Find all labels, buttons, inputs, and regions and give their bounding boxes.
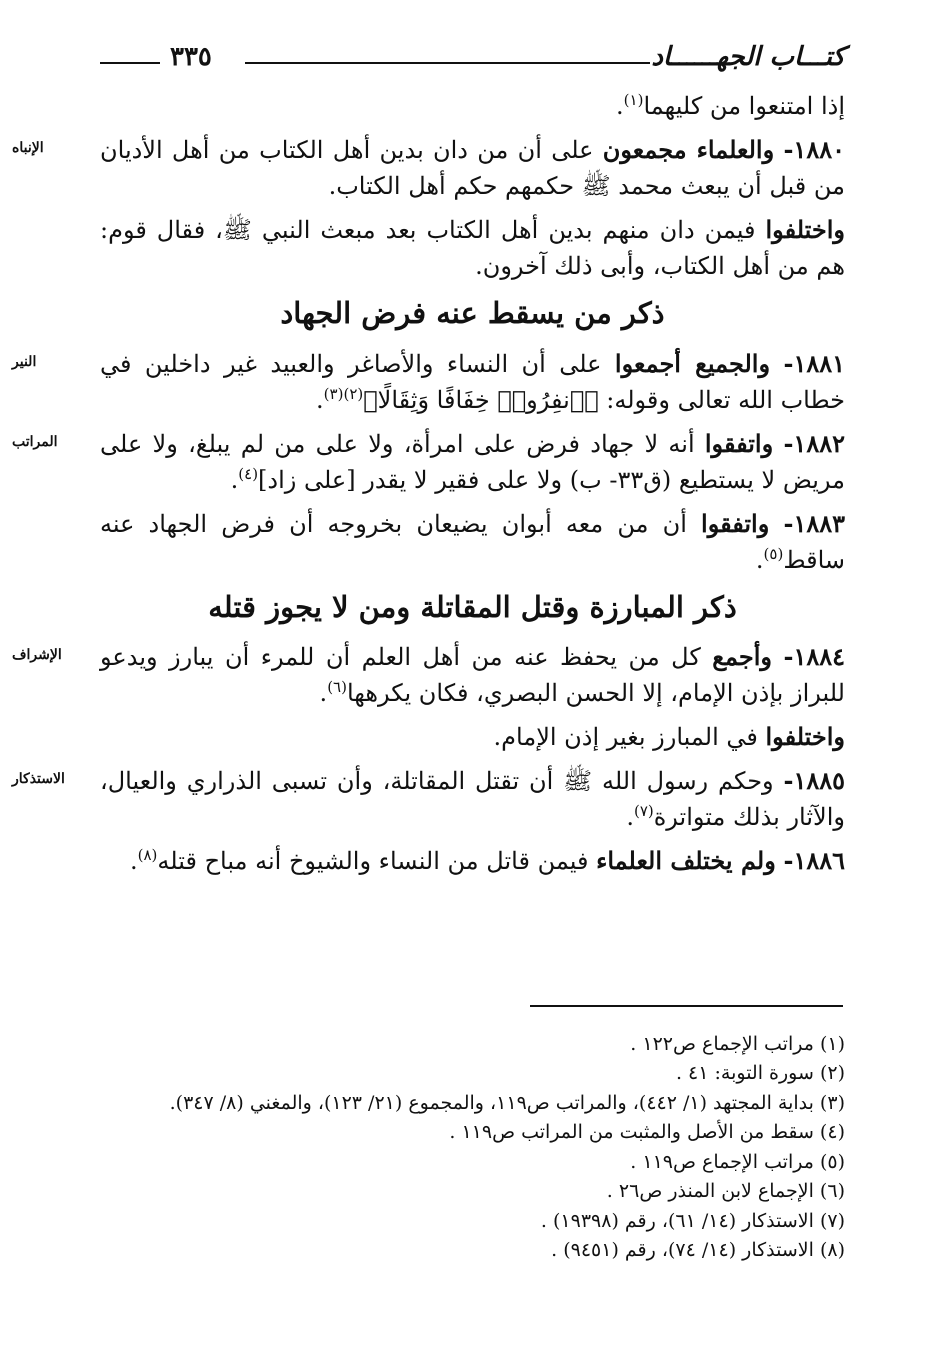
page-number: ٣٣٥ <box>170 42 212 72</box>
paragraph-lead: والجميع أجمعوا <box>614 348 771 378</box>
footnote-item: (١) مراتب الإجماع ص١٢٢ . <box>630 1033 845 1055</box>
paragraph-lead: والعلماء مجمعون <box>602 135 775 164</box>
section-heading-2: ذكر المبارزة وقتل المقاتلة ومن لا يجوز قتله <box>208 589 737 624</box>
paragraph-lead: واتفقوا <box>704 428 774 458</box>
paragraph-text: على أن من دان بدين أهل الكتاب من أهل الأديان من قبل أن يبعث محمد ﷺ حكمهم حكم أهل الكتاب. <box>100 136 845 200</box>
paragraph-1885 <box>12 763 845 835</box>
paragraph-tail: . <box>319 679 328 707</box>
paragraph-number: ١٨٨٠- <box>783 135 845 164</box>
paragraph-tail: . <box>616 92 624 120</box>
paragraph-lead: واختلفوا <box>765 722 845 751</box>
header-rule-middle <box>245 62 650 64</box>
footnote-item: (٦) الإجماع لابن المنذر ص٢٦ . <box>606 1180 845 1203</box>
paragraph-number: ١٨٨١- <box>783 348 845 378</box>
margin-source-note: الإنباه <box>12 140 44 156</box>
paragraph-continuation <box>100 88 845 124</box>
footnote-separator <box>530 1005 843 1007</box>
paragraph-tail: . <box>626 803 634 831</box>
paragraph-1880-continued <box>100 212 845 284</box>
paragraph-tail: . <box>755 545 764 574</box>
footnote-item: (٨) الاستذكار (١٤/ ٧٤)، رقم (٩٤٥١) . <box>551 1239 845 1262</box>
footnote-item: (٥) مراتب الإجماع ص١١٩ . <box>630 1150 845 1173</box>
footnote-ref: (٥) <box>763 544 784 563</box>
footnote-item: (٢) سورة التوبة: ٤١ . <box>675 1062 845 1085</box>
paragraph-text: أن من معه أبوان يضيعان بخروجه أن فرض الجهاد عنه ساقط <box>100 509 845 574</box>
paragraph-text: في المبارز بغير إذن الإمام. <box>493 723 758 751</box>
paragraph-lead: واختلفوا <box>765 215 845 244</box>
margin-source-note: المراتب <box>12 433 58 450</box>
footnote-ref: (٧) <box>633 802 654 820</box>
paragraph-1883 <box>100 506 845 578</box>
paragraph-text: أنه لا جهاد فرض على امرأة، ولا على من لم يبلغ، ولا على مريض لا يستطيع (ق٣٣- ب) ولا على فقير لا يقدر [على زاد] <box>100 429 845 494</box>
paragraph-number: ١٨٨٥- <box>783 766 845 795</box>
paragraph-1884 <box>12 639 846 711</box>
margin-source-note: الاستذكار <box>12 771 65 787</box>
paragraph-lead: ولم يختلف العلماء <box>596 846 776 875</box>
paragraph-number: ١٨٨٣- <box>783 508 845 538</box>
footnote-ref: (١) <box>623 91 644 109</box>
paragraph-tail: . <box>129 847 138 875</box>
margin-source-note: النير <box>12 353 37 370</box>
paragraph-text: على أن النساء والأصاغر والعبيد غير داخلين في خطاب الله تعالى وقوله: ﴿ٱنفِرُوا۟ خِفَافًا وَثِقَالًا﴾ <box>100 349 845 414</box>
footnote-ref: (٢)(٣) <box>323 384 364 403</box>
paragraph-1886 <box>100 843 845 879</box>
paragraph-text: فيمن قاتل من النساء والشيوخ أنه مباح قتله <box>157 847 589 875</box>
paragraph-1882 <box>12 426 845 498</box>
paragraph-text: وحكم رسول الله ﷺ أن تقتل المقاتلة، وأن تسبى الذراري والعيال، والآثار بذلك متواترة <box>100 767 845 831</box>
page-header <box>100 40 845 80</box>
page-body <box>12 88 846 887</box>
paragraph-lead: واتفقوا <box>701 508 770 538</box>
footnote-ref: (٤) <box>238 464 259 483</box>
section-heading-1: ذكر من يسقط عنه فرض الجهاد <box>280 296 665 330</box>
paragraph-1881 <box>12 346 845 418</box>
paragraph-text: كل من يحفظ عنه من أهل العلم أن للمرء أن يبارز ويدعو للبراز بإذن الإمام، إلا الحسن البصري، فكان يكرهها <box>100 643 845 707</box>
paragraph-number: ١٨٨٢- <box>783 428 845 458</box>
paragraph-lead: وأجمع <box>712 642 772 671</box>
running-title: كتـــاب الجهــــــاد <box>651 42 845 72</box>
margin-source-note: الإشراف <box>12 647 62 663</box>
footnote-item: (٧) الاستذكار (١٤/ ٦١)، رقم (١٩٣٩٨) . <box>540 1209 845 1232</box>
paragraph-tail: . <box>230 465 239 494</box>
paragraph-number: ١٨٨٤- <box>783 642 846 671</box>
header-rule-left <box>100 62 160 64</box>
footnote-ref: (٦) <box>327 678 347 696</box>
footnote-item: (٤) سقط من الأصل والمثبت من المراتب ص١١٩ . <box>449 1121 845 1144</box>
paragraph-number: ١٨٨٦- <box>783 846 845 875</box>
footnotes <box>100 1030 845 1266</box>
paragraph-1884-continued <box>100 719 845 755</box>
footnote-item: (٣) بداية المجتهد (١/ ٤٤٢)، والمراتب ص١١٩، والمجموع (٢١/ ١٢٣)، والمغني (٨/ ٣٤٧). <box>169 1091 845 1114</box>
paragraph-tail: . <box>316 385 324 414</box>
paragraph-text: إذا امتنعوا من كليهما <box>643 92 845 120</box>
paragraph-1880 <box>12 132 845 204</box>
paragraph-text: فيمن دان منهم بدين أهل الكتاب بعد مبعث النبي ﷺ، فقال قوم: هم من أهل الكتاب، وأبى ذلك آخرون. <box>100 216 845 280</box>
footnote-ref: (٨) <box>137 846 158 864</box>
